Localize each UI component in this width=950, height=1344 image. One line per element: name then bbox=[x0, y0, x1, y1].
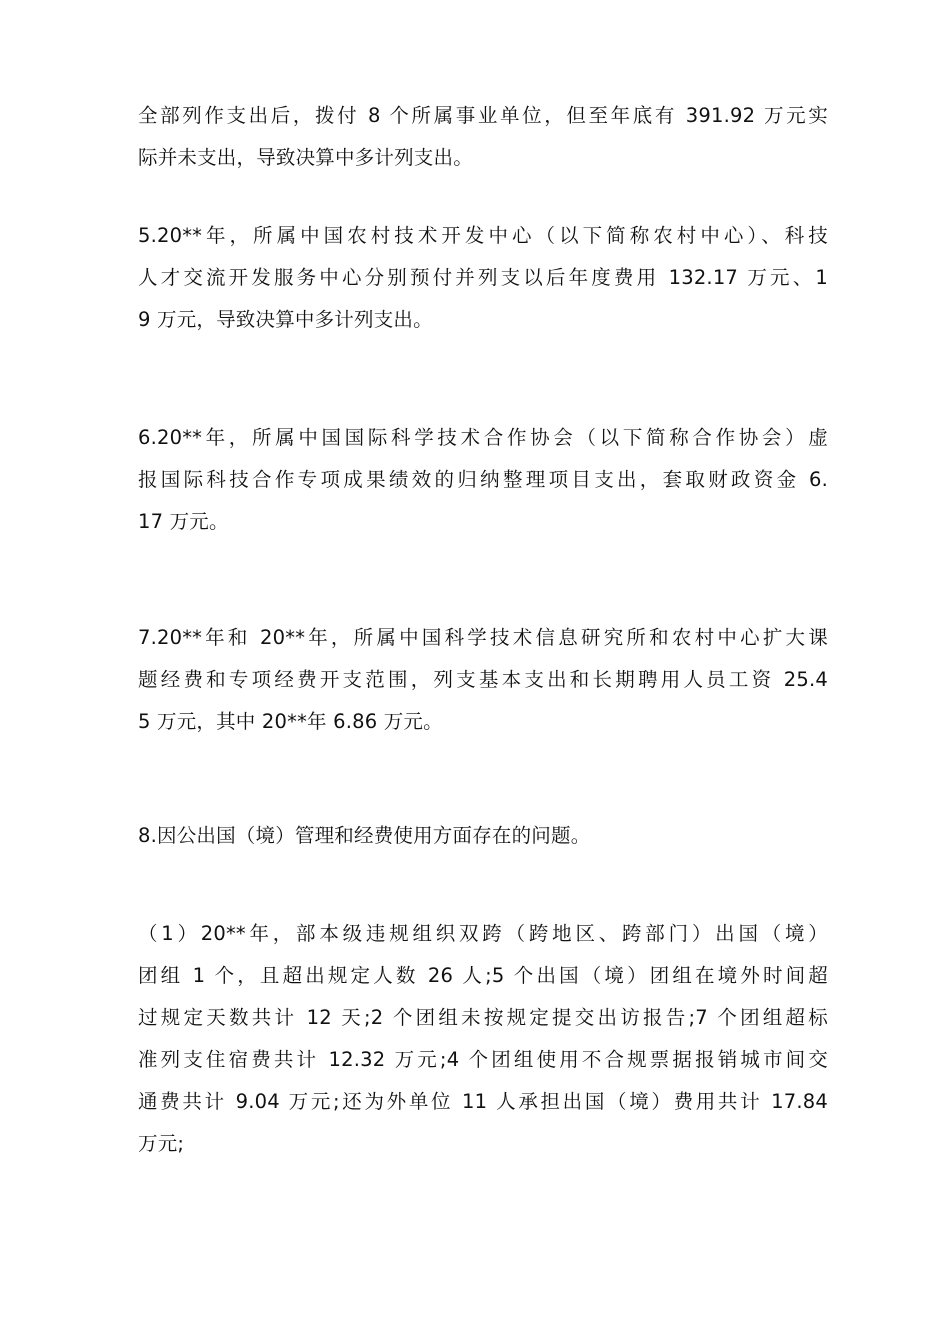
text-line: 5.20**年，所属中国农村技术开发中心（以下简称农村中心）、科技 bbox=[138, 224, 828, 247]
text-line: 际并未支出，导致决算中多计列支出。 bbox=[138, 146, 473, 169]
paragraph-6 bbox=[138, 913, 828, 1165]
text-line: 6.20**年，所属中国国际科学技术合作协会（以下简称合作协会）虚 bbox=[138, 426, 828, 449]
text-line: 题经费和专项经费开支范围，列支基本支出和长期聘用人员工资 25.4 bbox=[138, 668, 828, 691]
text-line: 报国际科技合作专项成果绩效的归纳整理项目支出，套取财政资金 6. bbox=[138, 468, 828, 491]
paragraph-3 bbox=[138, 417, 828, 543]
text-line: 9 万元，导致决算中多计列支出。 bbox=[138, 308, 433, 331]
text-line: 人才交流开发服务中心分别预付并列支以后年度费用 132.17 万元、1 bbox=[138, 266, 828, 289]
text-line: 准列支住宿费共计 12.32 万元;4 个团组使用不合规票据报销城市间交 bbox=[138, 1048, 828, 1071]
paragraph-1 bbox=[138, 95, 828, 179]
paragraph-5 bbox=[138, 815, 828, 857]
text-line: 7.20**年和 20**年，所属中国科学技术信息研究所和农村中心扩大课 bbox=[138, 626, 828, 649]
text-line: 团组 1 个，且超出规定人数 26 人;5 个出国（境）团组在境外时间超 bbox=[138, 964, 828, 987]
text-line: 过规定天数共计 12 天;2 个团组未按规定提交出访报告;7 个团组超标 bbox=[138, 1006, 828, 1029]
text-line: 5 万元，其中 20**年 6.86 万元。 bbox=[138, 710, 443, 733]
text-line: 通费共计 9.04 万元;还为外单位 11 人承担出国（境）费用共计 17.84 bbox=[138, 1090, 828, 1113]
text-line: （1）20**年，部本级违规组织双跨（跨地区、跨部门）出国（境） bbox=[138, 922, 828, 945]
paragraph-4 bbox=[138, 617, 828, 743]
text-line: 万元; bbox=[138, 1132, 185, 1155]
text-line: 17 万元。 bbox=[138, 510, 229, 533]
text-line: 全部列作支出后，拨付 8 个所属事业单位，但至年底有 391.92 万元实 bbox=[138, 104, 828, 127]
text-line: 8.因公出国（境）管理和经费使用方面存在的问题。 bbox=[138, 824, 591, 847]
paragraph-2 bbox=[138, 215, 828, 341]
